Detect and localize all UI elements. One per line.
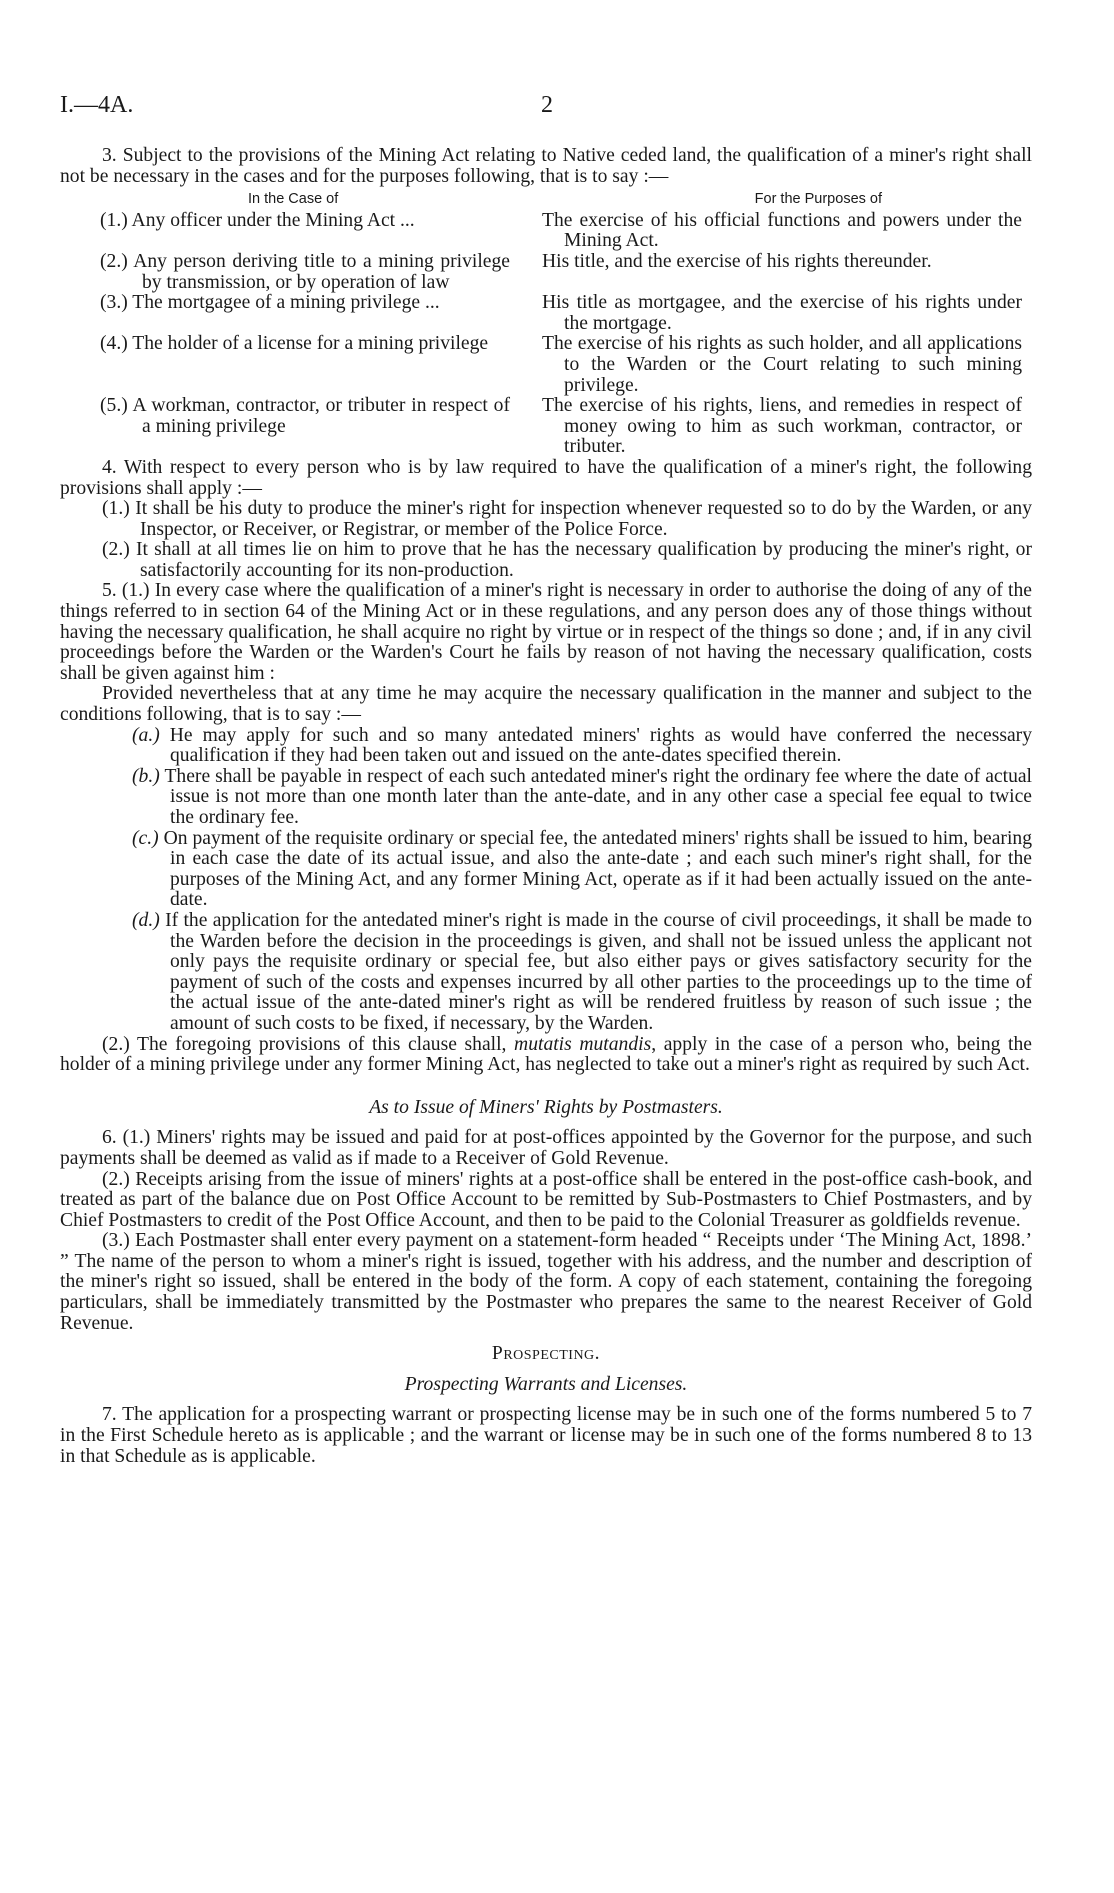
document-reference: I.—4A.	[60, 92, 134, 118]
table-row	[60, 293, 1032, 334]
table-column-headers	[60, 189, 1032, 210]
section-7-paragraph: 7. The application for a prospecting warrant or prospecting license may be in such one of the forms numbered 5 to 7 in the First Schedule hereto as is applicable ; and the warrant or license may be in such one of the forms numbered 8 to 13 in that Schedule as is applicable.	[60, 1404, 1032, 1467]
section-6-paragraph: 6. (1.) Miners' rights may be issued and paid for at post-offices appointed by the Governor for the purpose, and such payments shall be deemed as valid as if made to a Receiver of Gold Revenue.	[60, 1127, 1032, 1169]
table-row	[60, 396, 1032, 458]
table-cell-case: (3.) The mortgagee of a mining privilege ...	[100, 292, 440, 314]
section-4-intro: 4. With respect to every person who is by law required to have the qualification of a miner's right, the following provisions shall apply :—	[60, 456, 1032, 499]
subsection-heading: Prospecting Warrants and Licenses.	[404, 1373, 688, 1395]
subsection-heading: As to Issue of Miners' Rights by Postmasters.	[369, 1096, 723, 1118]
table-row	[60, 334, 1032, 396]
table-cell-purpose: The exercise of his official functions and powers under the Mining Act.	[542, 209, 1022, 252]
table-cell-case: (5.) A workman, contractor, or tributer in respect of a mining privilege	[100, 395, 510, 437]
section-5-item	[60, 911, 1032, 1035]
item-text: There shall be payable in respect of each such antedated miner's right the ordinary fee where the date of actual issue is not more than one month later than the ante-date, and in any other case a special fee equal to twice the ordinary fee.	[164, 765, 1033, 828]
table-cell-case: (1.) Any officer under the Mining Act ...	[100, 209, 415, 231]
table-cell-purpose: The exercise of his rights, liens, and remedies in respect of money owing to him as such workman, contractor, or tributer.	[542, 395, 1022, 458]
table-cell-purpose: The exercise of his rights as such holder, and all applications to the Warden or the Court relating to such mining privilege.	[542, 333, 1022, 396]
table-cell-purpose: His title as mortgagee, and the exercise of his rights under the mortgage.	[542, 292, 1022, 334]
section-6-paragraph: (3.) Each Postmaster shall enter every payment on a statement-form headed “ Receipts under ‘The Mining Act, 1898.’ ” The name of the person to whom a miner's right is issued, together with his address, and the number and description of the miner's right so issued, shall be entered in the body of the form. A copy of each statement, containing the foregoing particulars, shall be immediately transmitted by the Postmaster who prepares the same to the nearest Receiver of Gold Revenue.	[60, 1230, 1032, 1334]
section-5-paragraph-2	[60, 1035, 1032, 1076]
table-cell-purpose: His title, and the exercise of his rights thereunder.	[542, 250, 932, 272]
section-3-intro: 3. Subject to the provisions of the Mining Act relating to Native ceded land, the qualification of a miner's right shall not be necessary in the cases and for the purposes following, that is to say :—	[60, 145, 1032, 187]
page-body	[60, 146, 1032, 1467]
page-number: 2	[541, 92, 553, 118]
section-4-item: (1.) It shall be his duty to produce the miner's right for inspection whenever requested so to do by the Warden, or any Inspector, or Receiver, or Registrar, or member of the Police Force.	[102, 498, 1032, 540]
part-heading: Prospecting.	[491, 1343, 601, 1365]
item-text: If the application for the antedated miner's right is made in the course of civil proceedings, it shall be made to the Warden before the decision in the proceedings is given, and shall not be issued unless the applicant not only pays the requisite ordinary or special fee, but also either pays or gives satisfactory security for the payment of such of the costs and expenses incurred by all other parties to the proceedings up to the time of the actual issue of the ante-dated miner's right as will be rendered fruitless by reason of such issue ; the amount of such costs to be fixed, if necessary, by the Warden.	[165, 909, 1033, 1034]
section-5-item	[60, 726, 1032, 767]
item-label: (d.)	[132, 909, 160, 931]
table-cell-case: (2.) Any person deriving title to a mining privilege by transmission, or by operation of law	[100, 250, 510, 293]
column-header-purpose: For the Purposes of	[754, 191, 882, 208]
section-6-paragraph: (2.) Receipts arising from the issue of miners' rights at a post-office shall be entered in the post-office cash-book, and treated as part of the balance due on Post Office Account to be remitted by Sub-Postmasters to Chief Postmasters, and by Chief Postmasters to credit of the Post Office Account, and then to be paid to the Colonial Treasurer as goldfields revenue.	[60, 1168, 1032, 1231]
section-5-item	[60, 767, 1032, 829]
section-4-item: (2.) It shall at all times lie on him to prove that he has the necessary qualification by producing the miner's right, or satisfactorily accounting for its non-production.	[102, 539, 1032, 581]
table-row	[60, 211, 1032, 252]
table-row	[60, 252, 1032, 293]
text-run: , apply in the case of a person who, being the holder of a mining privilege under any former Mining Act, has neglected to take out a miner's right as required by such Act.	[60, 1033, 1032, 1076]
latin-phrase: mutatis mutandis	[514, 1033, 652, 1055]
section-5-proviso: Provided nevertheless that at any time he may acquire the necessary qualification in the manner and subject to the conditions following, that is to say :—	[60, 683, 1032, 726]
item-label: (b.)	[132, 765, 160, 787]
item-text: On payment of the requisite ordinary or special fee, the antedated miners' rights shall be issued to him, bearing in each case the date of its actual issue, and also the ante-date ; and each such miner's right shall, for the purposes of the Mining Act, and any former Mining Act, operate as if it had been actually issued on the ante-date.	[163, 827, 1032, 911]
column-header-case: In the Case of	[248, 191, 339, 208]
section-5-paragraph: 5. (1.) In every case where the qualification of a miner's right is necessary in order to authorise the doing of any of the things referred to in section 64 of the Mining Act or in these regulations, and any person does any of those things without having the necessary qualification, he shall acquire no right by virtue or in respect of the things so done ; and, if in any civil proceedings before the Warden or the Warden's Court he fails by reason of not having the necessary qualification, costs shall be given against him :	[60, 580, 1032, 684]
table-cell-case: (4.) The holder of a license for a mining privilege	[100, 333, 489, 355]
item-label: (a.)	[132, 724, 160, 746]
item-text: He may apply for such and so many antedated miners' rights as would have conferred the necessary qualification if they had been taken out and issued on the ante-dates specified therein.	[169, 724, 1032, 767]
section-5-item	[60, 829, 1032, 911]
text-run: (2.) The foregoing provisions of this clause shall,	[102, 1033, 515, 1055]
item-label: (c.)	[132, 827, 159, 849]
